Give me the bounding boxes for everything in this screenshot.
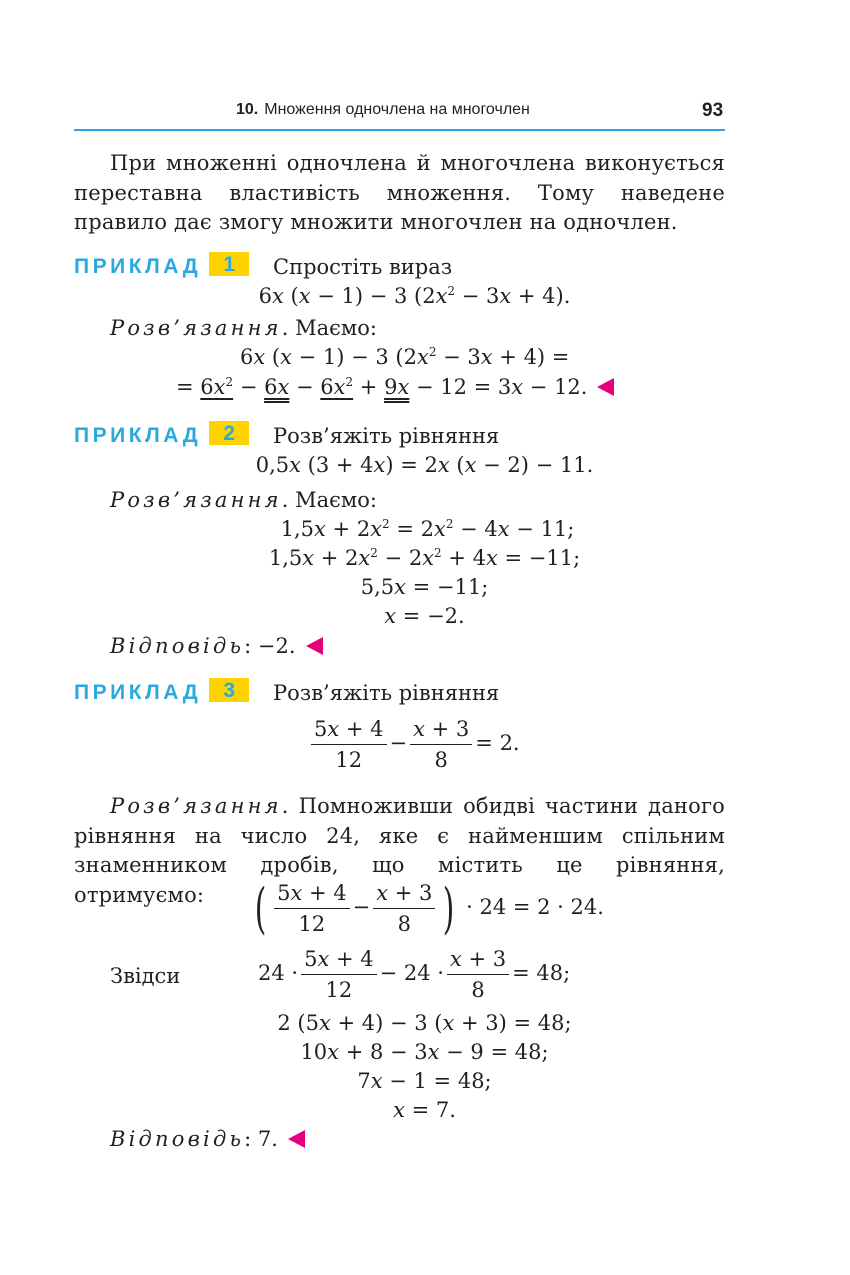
example-2-step-1: $1,5x + 2x^2 = 2x^2 - 4x - 11$; [280,517,575,541]
example-2-step-2: $1,5x + 2x^2 - 2x^2 + 4x = -11$; [268,546,581,570]
example-1-task: Спростіть вираз [273,255,453,279]
example-2-step-3: 5,5x = −11; [360,575,489,599]
example-word: ПРИКЛАД [74,681,202,704]
example-1-solution-line [110,313,761,343]
fraction: $\frac{x + 3}{8}$ [410,714,472,775]
example-3-step-6: x = 7. [393,1098,456,1122]
example-1-expression: 6x (x − 1) − 3 $(2x^2 - 3x + 4)$. [258,284,571,308]
end-marker-icon [306,637,323,655]
example-2-solution-line [110,485,761,515]
header-divider [74,129,725,131]
example-3-step-5: 7x − 1 = 48; [357,1069,492,1093]
example-3-task: Розв’яжіть рівняння [273,681,500,705]
example-2-answer-value: : −2. [244,634,296,658]
running-header [236,101,530,119]
example-2-step-4: x = −2. [384,604,465,628]
end-marker-icon [288,1130,305,1148]
solution-label: Розв’язання [110,488,282,512]
section-number: 10. [236,101,259,118]
example-1-solution-intro: . Маємо: [281,316,377,340]
solution-label: Розв’язання [110,794,282,818]
example-word: ПРИКЛАД [74,255,202,278]
solution-label: Розв’язання [110,316,282,340]
hence-label: Звідси [110,964,181,988]
example-1-step-2: = $6x^2 - 6x - 6x^2 + 9x - 12 = 3x - 12$. [176,372,614,402]
example-3-number: 3 [209,678,249,702]
example-1-step-1: 6x (x − 1) − 3 $(2x^2 - 3x + 4)$ = [240,345,570,369]
answer-label: Відповідь [110,1127,245,1151]
example-3-equation: $\frac{5x + 4}{12}$ − $\frac{x + 3}{8}$ = 2. [308,714,520,775]
intro-paragraph: При множенні одночлена й многочлена виконується переставна властивість множення. Тому наведене правило дає змогу множити многочлен на одночлен. [74,151,725,234]
fraction: $\frac{x + 3}{8}$ [447,944,509,1005]
example-3-step-2: 24 · $\frac{5x + 4}{12}$ − 24 · $\frac{x + 3}{8}$ = 48; [258,944,570,1005]
example-2-number: 2 [209,421,249,445]
example-3-step-4: 10x + 8 − 3x − 9 = 48; [300,1040,549,1064]
example-1-number: 1 [209,252,249,276]
fraction: $\frac{5x + 4}{12}$ [301,944,377,1005]
example-3-answer [110,1124,761,1154]
example-3-solution-text: . Помноживши обидві частини даного рівняння на число 24, яке є найменшим спільним знаменником дробів, що містить це рівняння, отримуємо: [74,794,725,907]
fraction: $\frac{5x + 4}{12}$ [311,714,387,775]
fraction: $\frac{5x + 4}{12}$ [274,878,350,939]
example-word: ПРИКЛАД [74,424,202,447]
example-3-label [74,678,249,708]
example-2-answer [110,631,761,661]
example-3-step-1: ( $\frac{5x + 4}{12}$ − $\frac{x + 3}{8}$ ) · 24 = 2 · 24. [254,876,604,940]
fraction: $\frac{x + 3}{8}$ [373,878,435,939]
example-2-task: Розв’яжіть рівняння [273,424,500,448]
answer-label: Відповідь [110,634,245,658]
example-3-answer-value: : 7. [244,1127,278,1151]
end-marker-icon [597,378,614,396]
example-2-label [74,421,249,451]
example-1-label [74,252,249,282]
section-title: Множення одночлена на многочлен [264,101,530,118]
example-2-equation: 0,5x (3 + 4x) = 2x (x − 2) − 11. [255,453,594,477]
example-3-step-3: 2 (5x + 4) − 3 (x + 3) = 48; [277,1011,572,1035]
page-number: 93 [702,100,724,121]
example-2-solution-intro: . Маємо: [281,488,377,512]
